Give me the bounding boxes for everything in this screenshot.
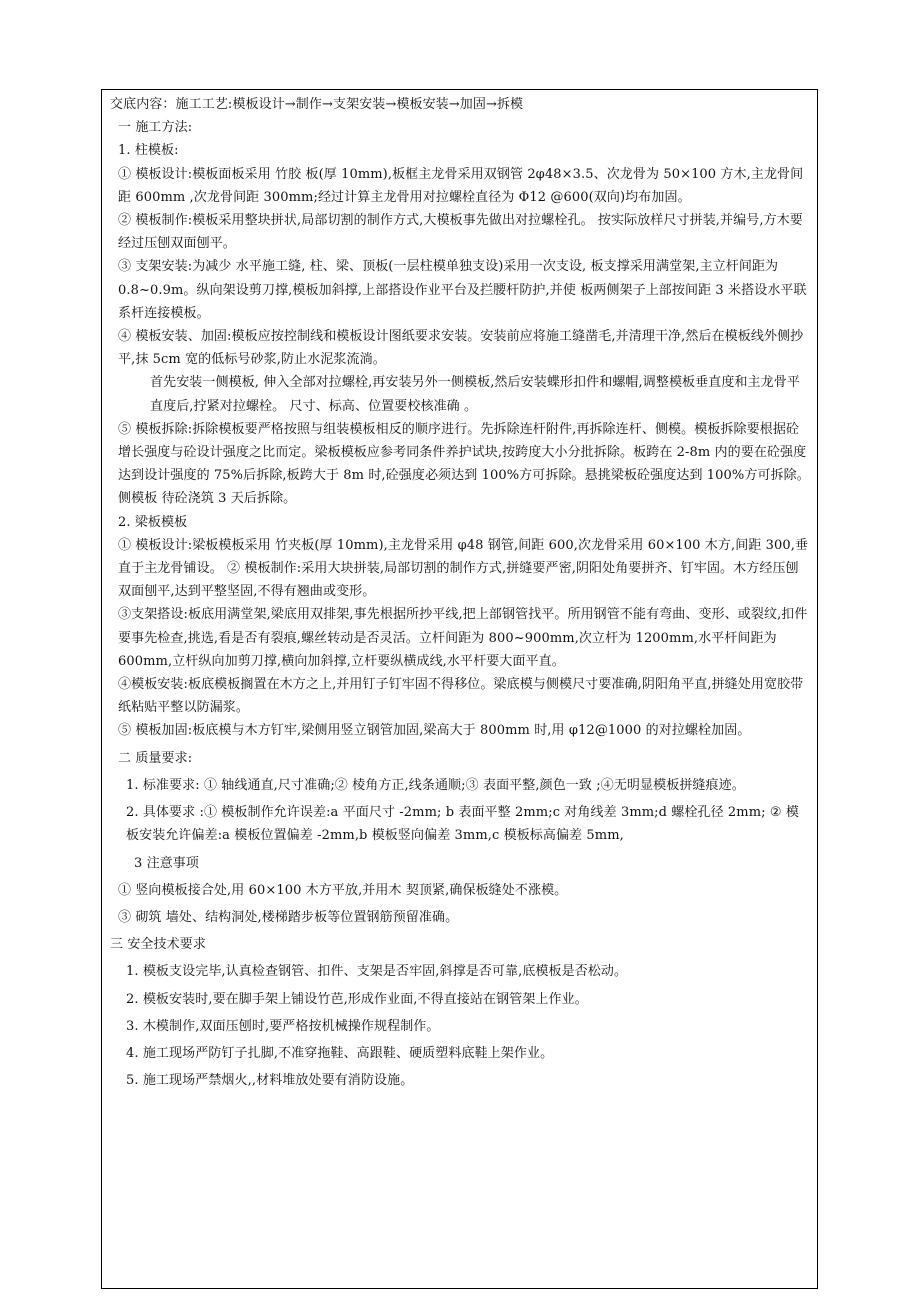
safety-item-3: 3. 木模制作,双面压刨时,要严格按机械操作规程制作。 xyxy=(126,1018,440,1034)
safety-item-2: 2. 模板安装时,要在脚手架上铺设竹芭,形成作业面,不得直接站在钢管架上作业。 xyxy=(126,991,588,1007)
column-support-paragraph: ③ 支架安装:为减少 水平施工缝, 柱、梁、顶板(一层柱模单独支设)采用一次支设, 板支撑采用满堂架,主立杆间距为 0.8~0.9m。纵向架设剪刀撑,模板加斜撑,上部搭设作业平台及拦腰杆防护,并使 板两侧架子上部按间距 3 米搭设水平联系杆连接模板。 xyxy=(118,259,807,321)
notes-title: 3 注意事项 xyxy=(134,855,200,871)
column-installation-steps: 首先安装一侧模板, 伸入全部对拉螺栓,再安装另外一侧模板,然后安装蝶形扣件和螺帽,调整模板垂直度和主龙骨平直度后,拧紧对拉螺栓。 尺寸、标高、位置要校核准确 。 xyxy=(150,375,800,414)
beam-reinforcement-paragraph: ⑤ 模板加固:板底模与木方钉牢,梁侧用竖立钢管加固,梁高大于 800mm 时,用 φ12@1000 的对拉螺栓加固。 xyxy=(118,723,751,739)
section-title-methods: 一 施工方法: xyxy=(118,120,193,136)
note-item-1: ① 竖向模板接合处,用 60×100 木方平放,并用木 契顶紧,确保板缝处不涨模。 xyxy=(118,882,568,898)
header-label: 交底内容： xyxy=(110,97,176,112)
beam-installation-paragraph: ④模板安装:板底模板搁置在木方之上,并用钉子钉牢固不得移位。梁底模与侧模尺寸要准确,阴阳角平直,拼缝处用宽胶带纸粘贴平整以防漏浆。 xyxy=(118,677,804,716)
column-fabrication-paragraph: ② 模板制作:模板采用整块拼状,局部切割的制作方式,大模板事先做出对拉螺栓孔。 按实际放样尺寸拼装,并编号,方木要经过压刨双面刨平。 xyxy=(118,213,803,252)
column-formwork-title: 1. 柱模板: xyxy=(118,143,179,159)
safety-item-4: 4. 施工现场严防钉子扎脚,不准穿拖鞋、高跟鞋、硬质塑料底鞋上架作业。 xyxy=(126,1045,554,1061)
safety-title: 三 安全技术要求 xyxy=(110,937,206,953)
note-item-2: ③ 砌筑 墙处、结构洞处,楼梯踏步板等位置钢筋预留准确。 xyxy=(118,909,459,925)
beam-support-paragraph: ③支架搭设:板底用满堂架,梁底用双排架,事先根据所抄平线,把上部钢管找平。所用钢管不能有弯曲、变形、或裂纹,扣件要事先检查,挑选,看是否有裂痕,螺丝转动是否灵活。立杆间距为 800~900mm,次立杆为 1200mm,水平杆间距为 600mm,立杆纵向加剪刀撑,横向加斜撑,立杆要纵横成线,水平杆要大面平直。 xyxy=(118,607,808,669)
beam-design-paragraph: ① 模板设计:梁板模板采用 竹夹板(厚 10mm),主龙骨采用 φ48 钢管,间距 600,次龙骨采用 60×100 木方,间距 300,垂直于主龙骨铺设。 ② 模板制作:采用大块拼装,局部切割的制作方式,拼缝要严密,阴阳处角要拼齐、钉牢固。木方经压刨双面刨平,达到平整坚固,不得有翘曲或变形。 xyxy=(118,537,809,600)
header-line xyxy=(110,93,811,116)
safety-item-1: 1. 模板支设完毕,认真检查钢管、扣件、支架是否牢固,斜撑是否可靠,底模板是否松动。 xyxy=(126,964,628,980)
document-content xyxy=(110,93,811,1092)
beam-formwork-title: 2. 梁板模板 xyxy=(118,514,188,530)
quality-standard: 1. 标准要求: ① 轴线通直,尺寸准确;② 棱角方正,线条通顺;③ 表面平整,颜色一致 ;④无明显模板拼缝痕迹。 xyxy=(126,777,745,793)
column-design-paragraph: ① 模板设计:模板面板采用 竹胶 板(厚 10mm),板框主龙骨采用双钢管 2φ48×3.5、次龙骨为 50×100 方木,主龙骨间距 600mm ,次龙骨间距 300mm;经过计算主龙骨用对拉螺栓直径为 Φ12 @600(双向)均布加固。 xyxy=(118,166,804,205)
document-frame xyxy=(101,89,818,1289)
quality-title: 二 质量要求: xyxy=(118,750,193,766)
quality-specific: 2. 具体要求 :① 模板制作允许误差:a 平面尺寸 -2mm; b 表面平整 2mm;c 对角线差 3mm;d 螺栓孔径 2mm; ② 模板安装允许偏差:a 模板位置偏差 -2mm,b 模板竖向偏差 3mm,c 模板标高偏差 5mm, xyxy=(126,805,799,844)
column-removal-paragraph: ⑤ 模板拆除:拆除模板要严格按照与组装模板相反的顺序进行。先拆除连杆附件,再拆除连杆、侧模。模板拆除要根据砼增长强度与砼设计强度之比而定。梁板模板应参考同条件养护试块,按跨度大小分批拆除。板跨在 2-8m 内的要在砼强度达到设计强度的 75%后拆除,板跨大于 8m 时,砼强度必须达到 100%方可拆除。悬挑梁板砼强度达到 100%方可拆除。侧模板 待砼浇筑 3 天后拆除。 xyxy=(118,421,810,507)
process-flow: 施工工艺:模板设计→制作→支架安装→模板安装→加固→拆模 xyxy=(175,97,524,112)
safety-item-5: 5. 施工现场严禁烟火,,材料堆放处要有消防设施。 xyxy=(126,1073,414,1089)
column-installation-paragraph: ④ 模板安装、加固:模板应按控制线和模板设计图纸要求安装。安装前应将施工缝凿毛,并清理干净,然后在模板线外侧抄平,抹 5cm 宽的低标号砂浆,防止水泥浆流淌。 xyxy=(118,329,804,368)
